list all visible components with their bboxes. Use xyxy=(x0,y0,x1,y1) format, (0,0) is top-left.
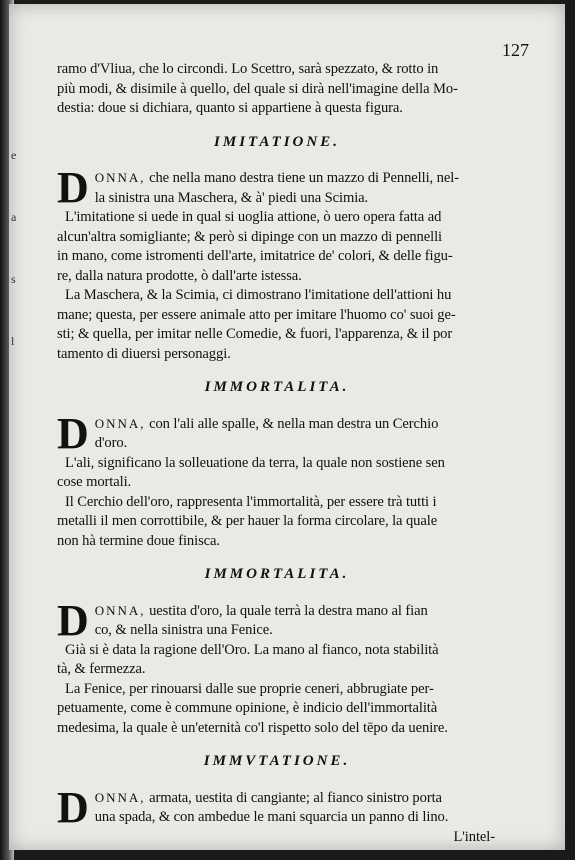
entry-first-line xyxy=(57,808,497,828)
entry-first-line xyxy=(57,788,497,809)
page-text xyxy=(57,60,497,847)
body-line: La Fenice, per rinouarsi dalle sue proprie ceneri, abbrugiate per- xyxy=(65,680,434,697)
body-line: metalli il men corrottibile, & per hauer la forma circolare, la quale xyxy=(57,513,438,529)
body-line: mane; questa, per essere animale atto per imitare l'huomo co' suoi ge- xyxy=(57,306,456,323)
section-entry xyxy=(57,782,497,832)
section-heading: IMMORTALITA. xyxy=(204,379,350,395)
lead-word: ONNA, xyxy=(94,602,146,618)
drop-cap: D xyxy=(57,163,89,212)
lead-word: ONNA, xyxy=(94,789,146,805)
entry-first-line xyxy=(57,621,497,641)
facing-page-margin-fragments xyxy=(11,124,21,372)
margin-fragment: s xyxy=(11,272,16,286)
drop-cap: D xyxy=(57,782,89,832)
entry-text: armata, uestita di cangiante; al fianco sinistro porta xyxy=(149,789,442,806)
entry-text: d'oro. xyxy=(94,435,128,451)
entry-first-line xyxy=(57,601,497,622)
entry-text: uestita d'oro, la quale terrà la destra mano al fian xyxy=(149,602,428,619)
drop-cap: D xyxy=(57,595,89,645)
drop-cap: D xyxy=(57,408,89,458)
body-line: alcun'altra somigliante; & però si dipinge con un mazzo di pennelli xyxy=(57,228,442,245)
margin-fragment: a xyxy=(11,210,17,224)
catchword: L'intel- xyxy=(453,828,495,845)
entry-text: la sinistra una Maschera, & à' piedi una Scimia. xyxy=(94,189,369,206)
margin-fragment: e xyxy=(11,148,17,162)
intro-line: più modi, & disimile à quello, del quale si dirà nell'imagine della Mo- xyxy=(57,80,458,97)
section-entry xyxy=(57,595,497,645)
body-line: medesima, la quale è un'eternità co'l rispetto solo del tēpo da uenire. xyxy=(57,719,448,736)
body-line: Il Cerchio dell'oro, rappresenta l'immortalità, per essere trà tutti i xyxy=(65,493,437,510)
entry-text: una spada, & con ambedue le mani squarcia un panno di lino. xyxy=(94,809,449,825)
section-heading: IMMORTALITA. xyxy=(204,566,350,582)
entry-first-line xyxy=(57,414,497,435)
body-line: non hà termine doue finisca. xyxy=(57,532,220,549)
entry-text: con l'ali alle spalle, & nella man destra un Cerchio xyxy=(149,415,439,432)
book-page xyxy=(9,4,565,850)
intro-line: destia: doue si dichiara, quanto si appartiene à questa figura. xyxy=(57,100,403,116)
section-entry xyxy=(57,163,497,212)
entry-text: co, & nella sinistra una Fenice. xyxy=(94,622,273,638)
body-line: cose mortali. xyxy=(57,474,132,490)
body-line: Già si è data la ragione dell'Oro. La mano al fianco, nota stabilità xyxy=(65,641,439,658)
body-line: La Maschera, & la Scimia, ci dimostrano l'imitatione dell'attioni hu xyxy=(65,287,452,303)
entry-first-line xyxy=(57,434,497,454)
entry-text: che nella mano destra tiene un mazzo di Pennelli, nel- xyxy=(149,170,459,186)
body-line: petuamente, come è commune opinione, è indicio dell'immortalità xyxy=(57,700,438,716)
page-number: 127 xyxy=(502,40,529,60)
lead-word: ONNA, xyxy=(94,170,146,185)
lead-word: ONNA, xyxy=(94,415,146,431)
body-line: L'imitatione si uede in qual si uoglia attione, ò uero opera fatta ad xyxy=(65,209,442,225)
section-heading: IMITATIONE. xyxy=(214,133,340,150)
intro-line: ramo d'Vliua, che lo circondi. Lo Scettro, sarà spezzato, & rotto in xyxy=(57,61,439,77)
body-line: in mano, come istromenti dell'arte, imitatrice de' colori, & delle figu- xyxy=(57,248,453,264)
section-heading: IMMVTATIONE. xyxy=(203,753,351,769)
entry-first-line xyxy=(57,189,497,209)
body-line: tamento di diuersi personaggi. xyxy=(57,345,231,362)
section-entry xyxy=(57,408,497,458)
entry-first-line xyxy=(57,168,497,189)
body-line: tà, & fermezza. xyxy=(57,661,146,677)
body-line: L'ali, significano la solleuatione da terra, la quale non sostiene sen xyxy=(65,454,445,471)
body-line: sti; & quella, per imitar nelle Comedie, & fuori, l'apparenza, & il por xyxy=(57,326,453,342)
margin-fragment: l xyxy=(11,334,15,348)
body-line: re, dalla natura prodotte, ò dall'arte istessa. xyxy=(57,267,302,284)
